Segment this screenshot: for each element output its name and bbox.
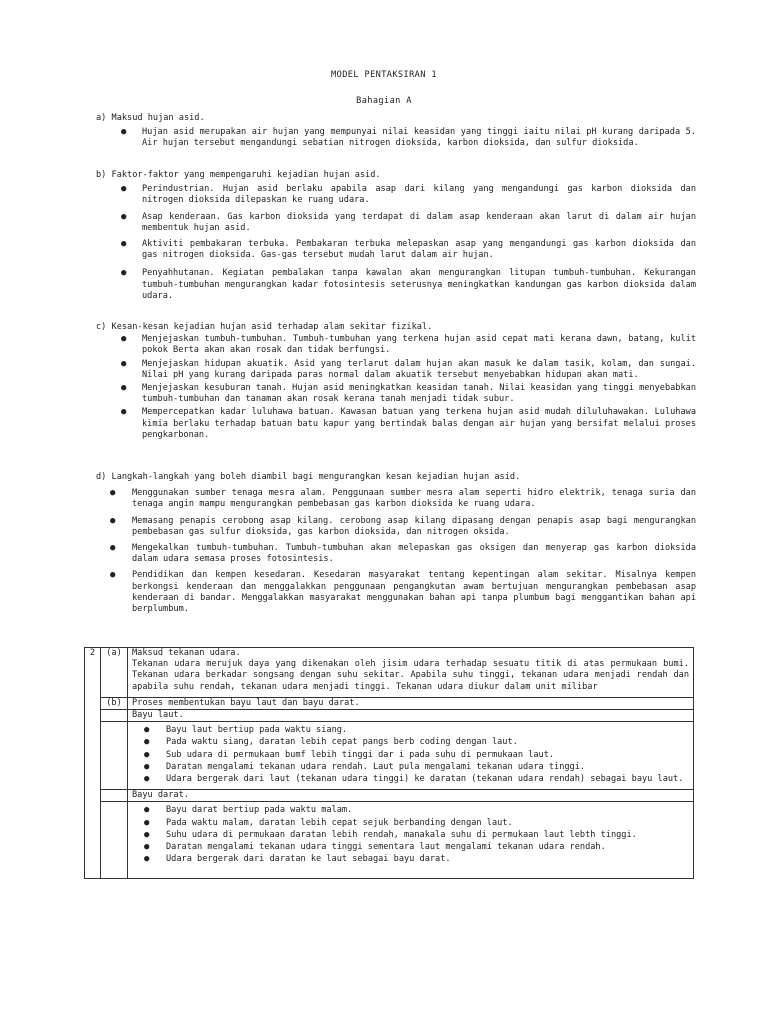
section-b-item-text: Asap kenderaan. Gas karbon dioksida yang terdapat di dalam asap kenderaan akan larut di dalam air hujan membentuk hujan asid. [142,211,696,233]
list-item-text: Pada waktu siang, daratan lebih cepat pangs berb coding dengan laut. [166,737,518,748]
bullet-icon: ● [110,515,116,526]
section-c-item [96,359,696,381]
bayu-laut-list [128,722,694,790]
bullet-icon: ● [144,854,150,865]
bullet-icon: ● [121,334,127,345]
list-item-text: Bayu darat bertiup pada waktu malam. [166,805,353,816]
section-d-item [96,543,696,565]
bayu-darat-heading: Bayu darat. [128,790,694,802]
section-b-item-text: Penyahhutanan. Kegiatan pembalakan tanpa kawalan akan mengurangkan litupan tumbuh-tumbuhan. Kekurangan tumbuh-tumbuhan mengurangkan kadar fotosintesis seterusnya meningkatkan kandungan gas karbon dioksida dalam udara. [142,268,696,301]
bayu-darat-list [128,802,694,879]
table-row [85,790,694,802]
bullet-icon: ● [121,383,127,394]
section-b-heading: b) Faktor-faktor yang mempengaruhi kejadian hujan asid. [96,170,381,180]
bullet-icon: ● [144,817,150,828]
bullet-icon: ● [110,488,116,499]
list-item [132,750,689,761]
bullet-icon: ● [121,211,127,222]
section-d-item [96,570,696,615]
empty-cell [101,710,128,722]
section-c-item [96,334,696,356]
section-d-item-text: Mengekalkan tumbuh-tumbuhan. Tumbuh-tumbuhan akan melepaskan gas oksigen dan menyerap gas karbon dioksida dalam udara semasa proses fotosintesis. [132,543,696,565]
section-d-item-text: Pendidikan dan kempen kesedaran. Kesedaran masyarakat tentang kepentingan alam sekitar. Misalnya kempen berkongsi kenderaan dan menggalakkan penggunaan pengangkutan awam bertujuan mengurangkan pembebasan asap kenderaan di bandar. Menggalakkan masyarakat menggunakan bahan api tanpa plumbum bagi menggantikan bahan api berplumbum. [132,570,696,615]
bullet-icon: ● [121,268,127,279]
section-b [96,170,696,302]
list-item [132,737,689,748]
bullet-icon: ● [144,737,150,748]
section-b-item [96,184,696,206]
bullet-icon: ● [144,725,150,736]
section-c-item-text: Menjejaskan kesuburan tanah. Hujan asid meningkatkan keasidan tanah. Nilai keasidan yang tinggi menyebabkan tumbuh-tumbuhan dan tanaman akan rosak kerana tanah menjadi tidak subur. [142,383,696,405]
section-c-item-text: Menjejaskan hidupan akuatik. Asid yang terlarut dalam hujan akan masuk ke dalam tasik, kolam, dan sungai. Nilai pH yang kurang daripada paras normal dalam akuatik tersebut menyebabkan hidupan akan mati. [142,358,696,380]
bullet-icon: ● [144,805,150,816]
bullet-icon: ● [144,774,150,785]
section-a-item-text: Hujan asid merupakan air hujan yang mempunyai nilai keasidan yang tinggi iaitu nilai pH kurang daripada 5. Air hujan tersebut mengandungi sebatian nitrogen dioksida, karbon dioksida, dan sulfur dioksida. [142,127,696,149]
section-b-item-text: Perindustrian. Hujan asid berlaku apabila asap dari kilang yang mengandungi gas karbon dioksida dan nitrogen dioksida dilepaskan ke ruang udara. [142,184,696,206]
part-label-a: (a) [101,648,128,698]
list-item [132,762,689,773]
answer-table [84,647,694,879]
empty-cell [101,790,128,802]
list-item [132,774,689,785]
bullet-icon: ● [144,749,150,760]
section-d-item-text: Memasang penapis cerobong asap kilang. cerobong asap kilang dipasang dengan penapis asap bagi mengurangkan pembebasan gas sulfur dioksida, gas karbon dioksida, dan nitrogen oksida. [132,515,696,537]
list-item [132,818,689,829]
empty-cell [101,802,128,879]
table-row [85,710,694,722]
part-label-b: (b) [101,697,128,709]
table-row [85,722,694,790]
bullet-icon: ● [110,570,116,581]
list-item-text: Daratan mengalami tekanan udara rendah. Laut pula mengalami tekanan udara tinggi. [166,761,586,772]
list-item-text: Udara bergerak dari daratan ke laut sebagai bayu darat. [166,854,451,865]
list-item-text: Suhu udara di permukaan daratan lebih rendah, manakala suhu di permukaan laut lebth tinggi. [166,829,637,840]
section-d-item [96,488,696,510]
part-a-cell [128,648,694,698]
document-subtitle: Bahagian A [356,96,412,106]
table-row [85,697,694,709]
bullet-icon: ● [121,407,127,418]
section-b-item [96,268,696,302]
part-a-heading: Maksud tekanan udara. [132,648,241,658]
section-b-item-text: Aktiviti pembakaran terbuka. Pembakaran terbuka melepaskan asap yang mengandungi gas karbon dioksida dan gas nitrogen dioksida. Gas-gas tersebut mudah larut dalam air hujan. [142,239,696,261]
table-row [85,648,694,698]
part-a-text: Tekanan udara merujuk daya yang dikenakan oleh jisim udara terhadap sesuatu titik di atas permukaan bumi. Tekanan udara berkadar songsang dengan suhu sekitar. Apabila suhu tinggi, tekanan udara menjadi rendah dan apabila suhu rendah, tekanan udara menjadi tinggi. Tekanan udara diukur dalam unit milibar [132,659,689,692]
list-item-text: Daratan mengalami tekanan udara tinggi sementara laut mengalami tekanan udara rendah. [166,842,606,853]
list-item [132,854,689,865]
section-d [96,472,696,615]
section-a-item [96,127,696,149]
list-item-text: Sub udara di permukaan bumf lebih tinggi dar i pada suhu di permukaan laut. [166,749,555,760]
bullet-icon: ● [121,239,127,250]
bullet-icon: ● [121,184,127,195]
section-c-item [96,407,696,441]
list-item-text: Udara bergerak dari laut (tekanan udara tinggi) ke daratan (tekanan udara rendah) sebagai bayu laut. [166,774,684,785]
bullet-icon: ● [144,842,150,853]
document-title: MODEL PENTAKSIRAN 1 [331,70,437,80]
bayu-laut-heading: Bayu laut. [128,710,694,722]
section-c-heading: c) Kesan-kesan kejadian hujan asid terhadap alam sekitar fizikal. [96,322,433,332]
bullet-icon: ● [121,127,127,138]
section-a [96,113,696,150]
section-c-item-text: Menjejaskan tumbuh-tumbuhan. Tumbuh-tumbuhan yang terkena hujan asid cepat mati kerana dawn, batang, kulit pokok Berta akan akan rosak dan tidak berfungsi. [142,334,696,356]
list-item-text: Bayu laut bertiup pada waktu siang. [166,725,348,736]
bullet-icon: ● [110,543,116,554]
part-b-heading: Proses membentukan bayu laut dan bayu darat. [128,697,694,709]
table-row [85,802,694,879]
list-item [132,830,689,841]
bullet-icon: ● [144,829,150,840]
section-d-item [96,516,696,538]
list-item [132,842,689,853]
section-c [96,322,696,441]
question-number: 2 [85,648,101,879]
section-d-item-text: Menggunakan sumber tenaga mesra alam. Penggunaan sumber mesra alam seperti hidro elektrik, tenaga suria dan tenaga angin mampu mengurangkan pembebasan gas karbon dioksida ke ruang udara. [132,488,696,510]
bullet-icon: ● [144,761,150,772]
bullet-icon: ● [121,358,127,369]
section-d-heading: d) Langkah-langkah yang boleh diambil bagi mengurangkan kesan kejadian hujan asid. [96,472,521,482]
list-item [132,725,689,736]
section-b-item [96,239,696,261]
section-c-item [96,383,696,405]
list-item [132,805,689,816]
section-b-item [96,212,696,234]
empty-cell [101,722,128,790]
section-a-heading: a) Maksud hujan asid. [96,113,205,123]
section-c-item-text: Mempercepatkan kadar luluhawa batuan. Kawasan batuan yang terkena hujan asid mudah diluluhawakan. Luluhawa kimia berlaku terhadap batuan batu kapur yang bertindak balas dengan air hujan yang bersifat melalui proses pengkarbonan. [142,407,696,440]
list-item-text: Pada waktu malam, daratan lebih cepat sejuk berbanding dengan laut. [166,817,513,828]
